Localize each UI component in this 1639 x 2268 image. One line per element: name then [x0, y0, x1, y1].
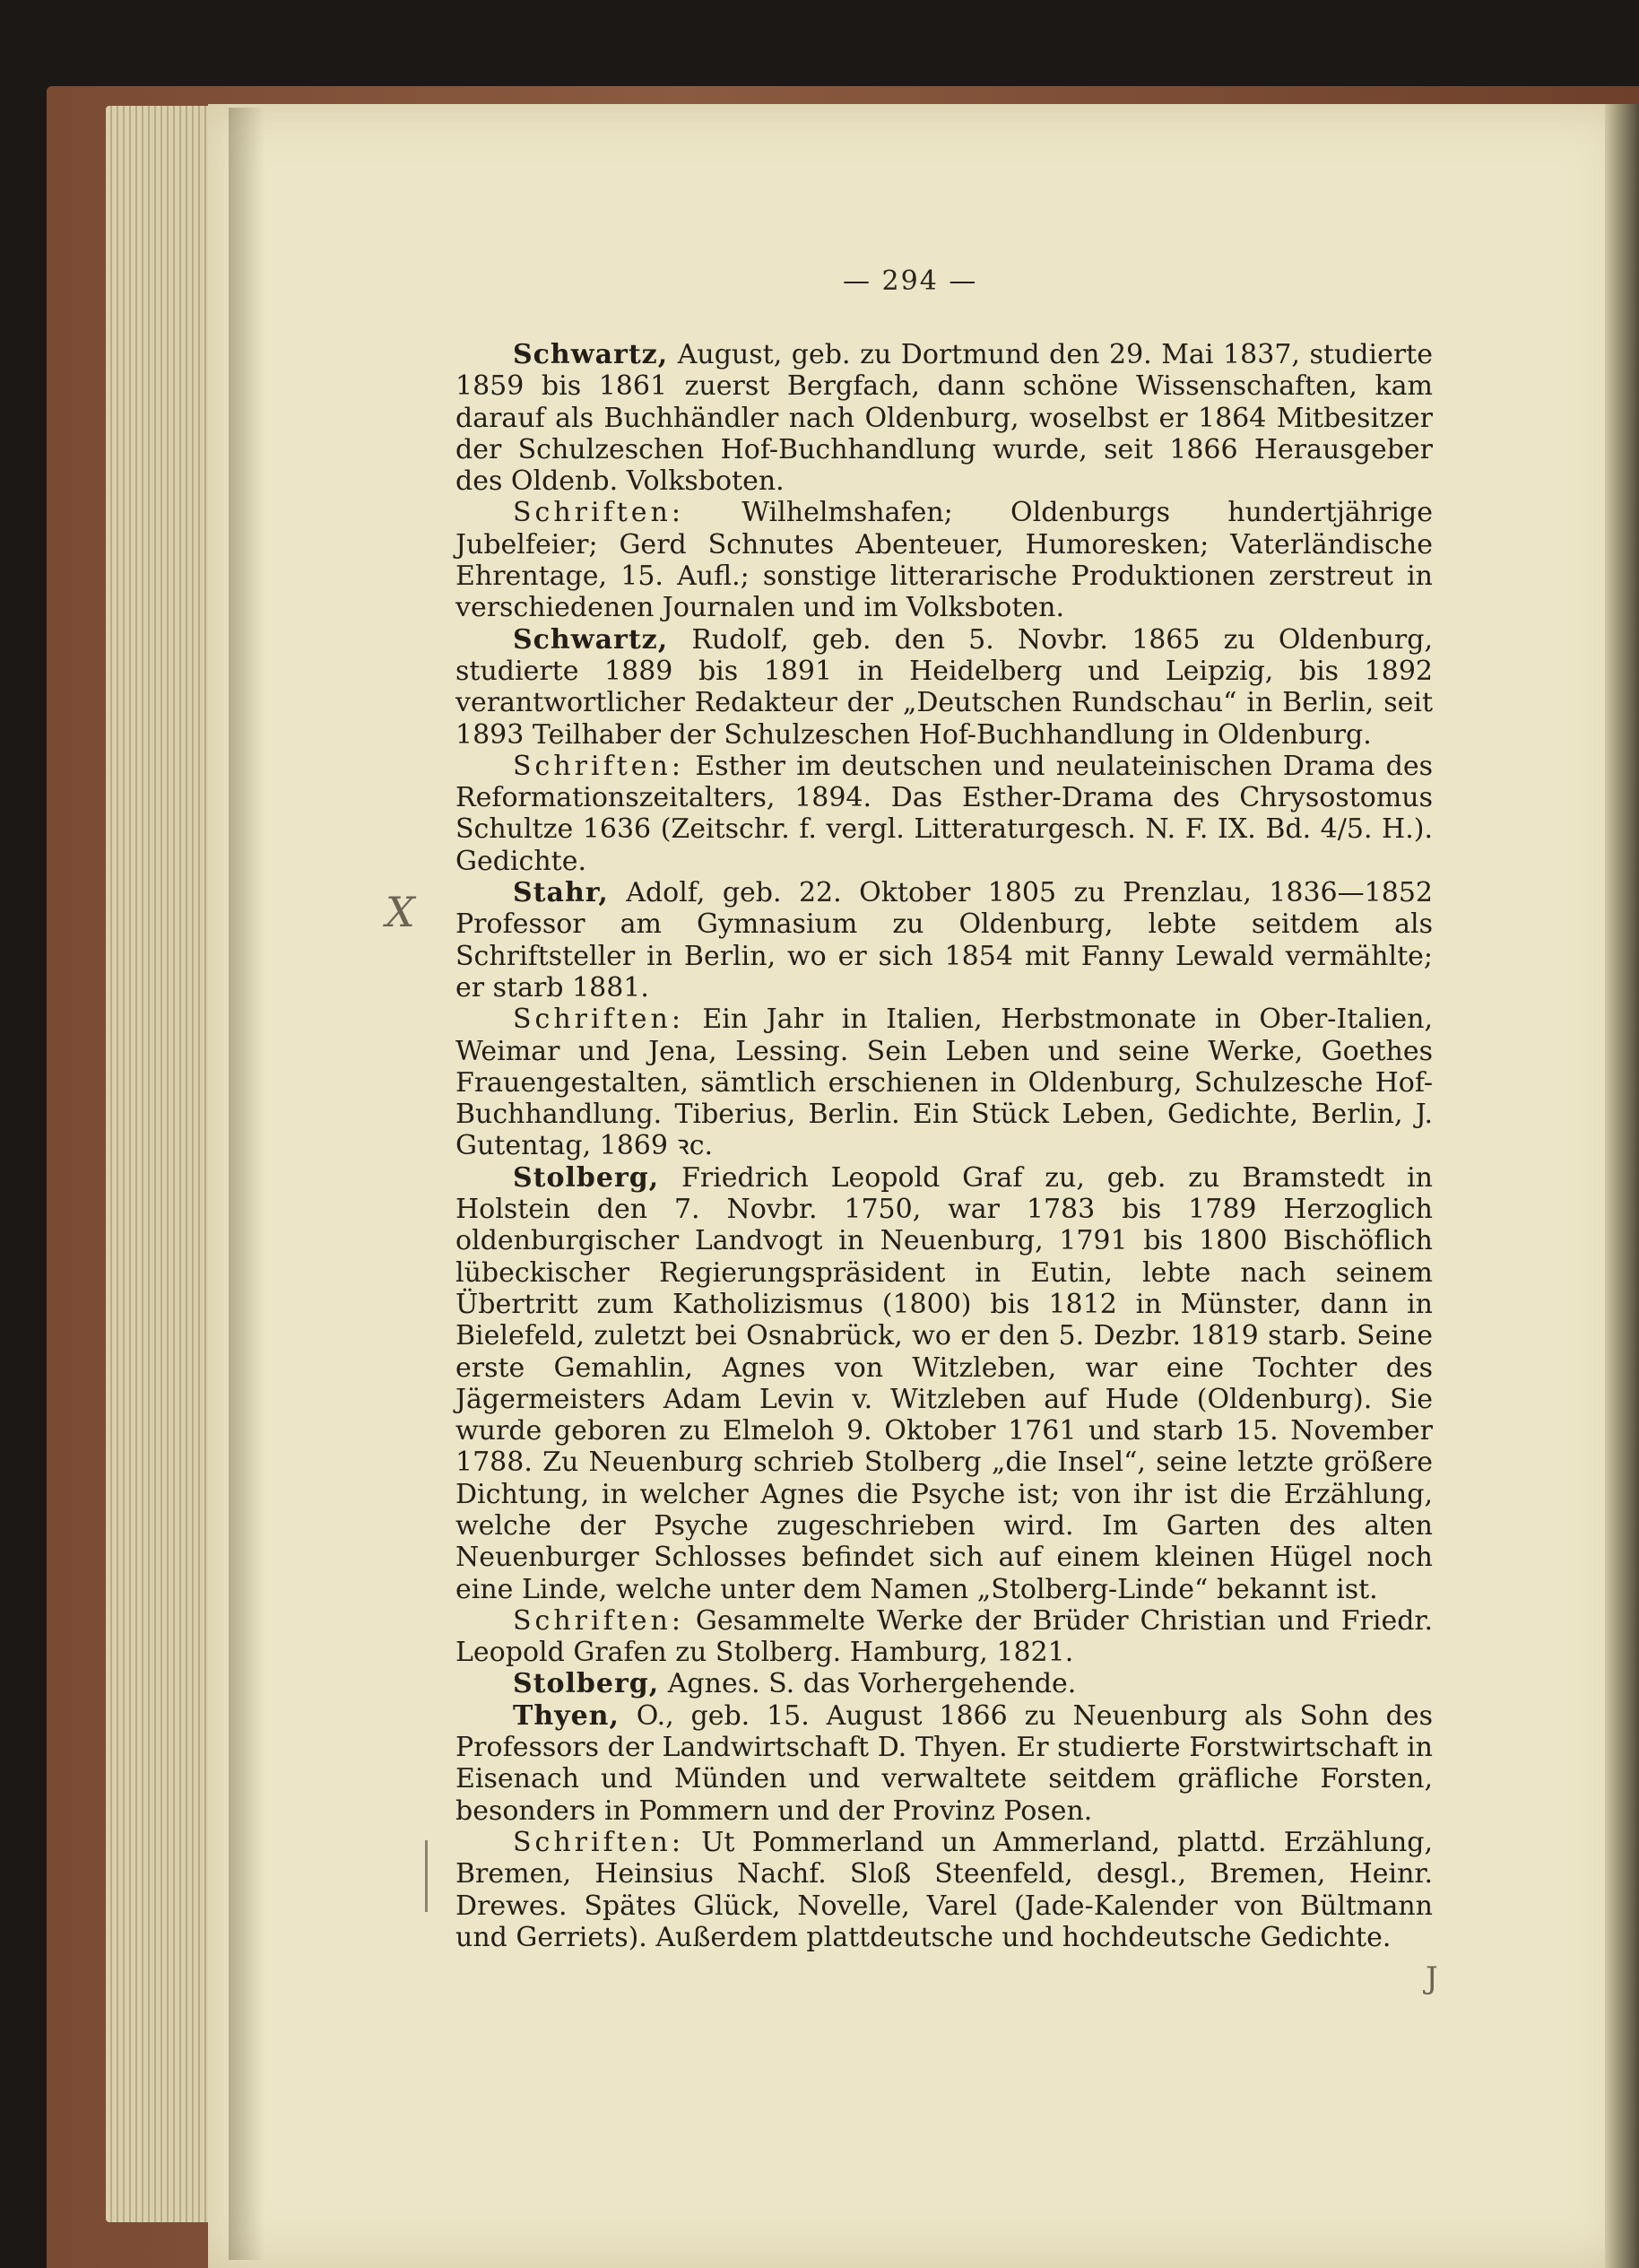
entry-name: Stahr, [513, 877, 609, 909]
entry-name: Schwartz, [513, 623, 669, 656]
spine-shadow [229, 108, 264, 2260]
entry-name: Schwartz, [513, 339, 669, 370]
entry-paragraph [455, 624, 1433, 751]
margin-line [425, 1840, 428, 1912]
entry-body: O., geb. 15. August 1866 zu Neuenburg als Sohn des Professors der Landwirtschaft D. Thyen. Er studierte Forstwirtschaft in Eisenach und Münden und verwaltete seitdem gräfliche Forsten, besonders in Pommern und der Provinz Posen. [455, 1699, 1433, 1827]
entry-body: Adolf, geb. 22. Oktober 1805 zu Prenzlau, 1836—1852 Professor am Gymnasium zu Oldenburg, lebte seitdem als Schriftsteller in Berlin, wo er sich 1854 mit Fanny Lewald vermählte; er starb 1881. [455, 877, 1433, 1004]
writings-text: Gesammelte Werke der Brüder Christian und Friedr. Leopold Grafen zu Stolberg. Hamburg, 1821. [455, 1604, 1433, 1669]
writings-label: Schriften: [513, 750, 684, 782]
writings-paragraph [455, 1004, 1433, 1161]
writings-text: Ein Jahr in Italien, Herbstmonate in Ober-Italien, Weimar und Jena, Lessing. Sein Leben und seine Werke, Goethes Frauengestalten, sämtlich erschienen in Oldenburg, Schulzesche Hof-Buchhandlung. Tiberius, Berlin. Ein Stück Leben, Gedichte, Berlin, J. Gutentag, 1869 ꝛc. [455, 1004, 1433, 1162]
entry-paragraph [455, 877, 1433, 1004]
entry-name: Thyen, [513, 1699, 620, 1732]
writings-text: Esther im deutschen und neulateinischen Drama des Reformationszeitalters, 1894. Das Esther-Drama des Chrysostomus Schultze 1636 (Zeitschr. f. vergl. Litteraturgesch. N. F. IX. Bd. 4/5. H.). Gedichte. [455, 750, 1433, 877]
writings-paragraph [455, 1827, 1433, 1953]
entry-paragraph [455, 1162, 1433, 1605]
writings-label: Schriften: [513, 497, 684, 529]
entry-paragraph [455, 1700, 1433, 1827]
writings-text: Wilhelmshafen; Oldenburgs hundertjährige Jubelfeier; Gerd Schnutes Abenteuer, Humoresken; Vaterländische Ehrentage, 15. Aufl.; sonstige litterarische Produktionen zerstreut in verschiedenen Journalen und im Volksboten. [455, 497, 1433, 624]
page-number: — 294 — [843, 265, 978, 297]
entry-body: August, geb. zu Dortmund den 29. Mai 1837, studierte 1859 bis 1861 zuerst Bergfach, dann schöne Wissenschaften, kam darauf als Buchhändler nach Oldenburg, woselbst er 1864 Mitbesitzer der Schulzeschen Hof-Buchhandlung wurde, seit 1866 Herausgeber des Oldenb. Volksboten. [455, 339, 1433, 498]
page-text [455, 339, 1433, 1953]
end-mark: J [1426, 1960, 1438, 1996]
writings-label: Schriften: [513, 1604, 684, 1637]
entry-body: Agnes. S. das Vorhergehende. [659, 1668, 1077, 1700]
entry-name: Stolberg, [513, 1161, 660, 1194]
margin-mark: X [386, 888, 415, 936]
entry-name: Stolberg, [513, 1668, 660, 1700]
writings-label: Schriften: [513, 1004, 684, 1036]
writings-paragraph [455, 751, 1433, 877]
entry-body: Friedrich Leopold Graf zu, geb. zu Bramstedt in Holstein den 7. Novbr. 1750, war 1783 bis 1789 Herzoglich oldenburgischer Landvogt in Neuenburg, 1791 bis 1800 Bischöflich lübeckischer Regierungspräsident in Eutin, lebte nach seinem Übertritt zum Katholizismus (1800) bis 1812 in Münster, dann in Bielefeld, zuletzt bei Osnabrück, wo er den 5. Dezbr. 1819 starb. Seine erste Gemahlin, Agnes von Witzleben, war eine Tochter des Jägermeisters Adam Levin v. Witzleben auf Hude (Oldenburg). Sie wurde geboren zu Elmeloh 9. Oktober 1761 und starb 15. November 1788. Zu Neuenburg schrieb Stolberg „die Insel“, seine letzte größere Dichtung, in welcher Agnes die Psyche ist; von ihr ist die Erzählung, welche der Psyche zugeschrieben wird. Im Garten des alten Neuenburger Schlosses befindet sich auf einem kleinen Hügel noch eine Linde, welche unter dem Namen „Stolberg-Linde“ bekannt ist. [455, 1161, 1433, 1605]
writings-text: Ut Pommerland un Ammerland, plattd. Erzählung, Bremen, Heinsius Nachf. Sloß Steenfeld, desgl., Bremen, Heinr. Drewes. Spätes Glück, Novelle, Varel (Jade-Kalender von Bültmann und Gerriets). Außerdem plattdeutsche und hochdeutsche Gedichte. [455, 1826, 1433, 1953]
writings-paragraph [455, 497, 1433, 623]
writings-paragraph [455, 1605, 1433, 1669]
writings-label: Schriften: [513, 1826, 684, 1858]
entry-paragraph [455, 1668, 1433, 1699]
entry-paragraph [455, 339, 1433, 497]
right-page-edge [1605, 104, 1639, 2268]
entry-body: Rudolf, geb. den 5. Novbr. 1865 zu Oldenburg, studierte 1889 bis 1891 in Heidelberg und Leipzig, bis 1892 verantwortlicher Redakteur der „Deutschen Rundschau“ in Berlin, seit 1893 Teilhaber der Schulzeschen Hof-Buchhandlung in Oldenburg. [455, 623, 1433, 751]
